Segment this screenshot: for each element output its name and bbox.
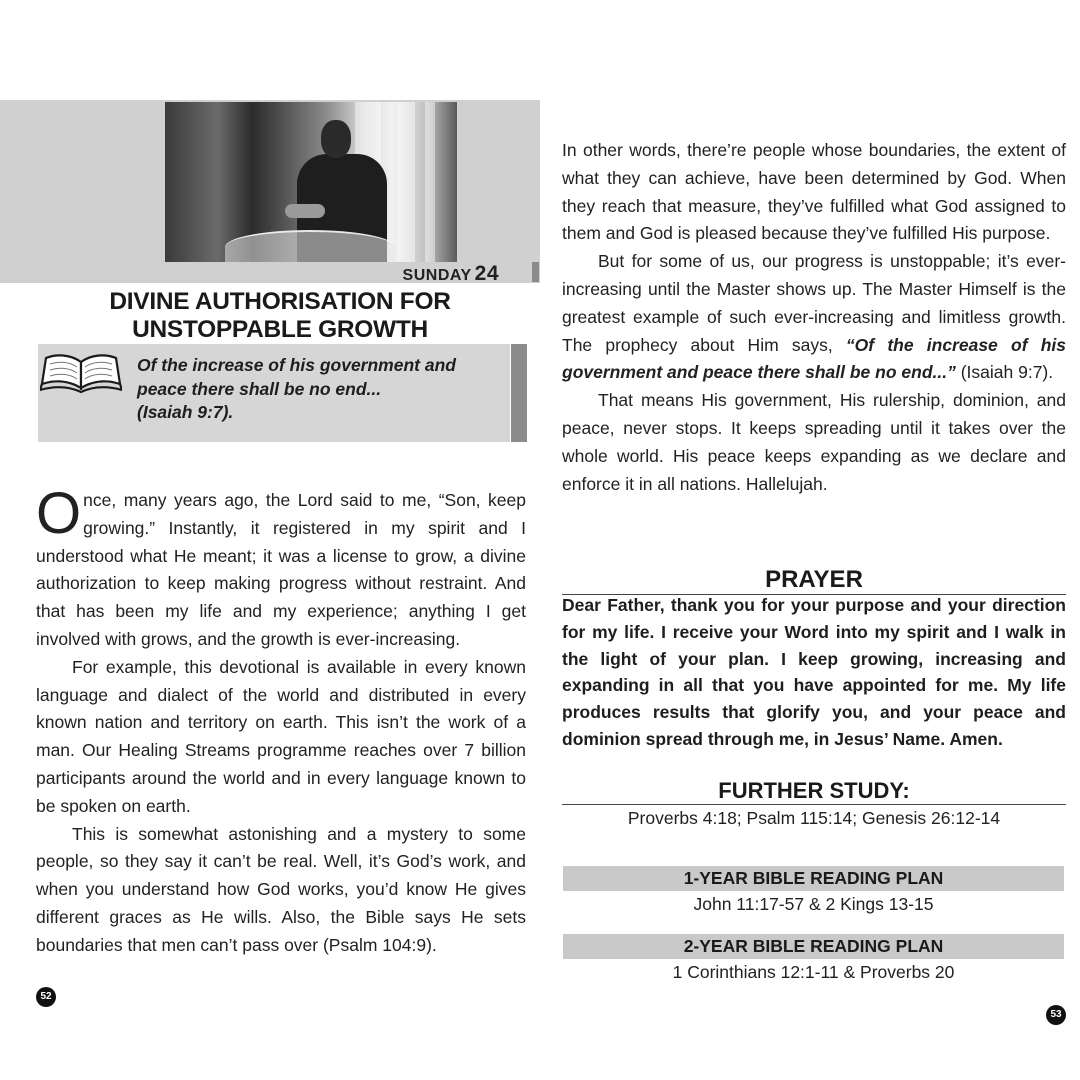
title-line-1: DIVINE AUTHORISATION FOR — [109, 288, 451, 315]
verse-reference: (Isaiah 9:7). — [137, 402, 234, 422]
day-number: 24 — [474, 262, 499, 285]
verse-line-2: peace there shall be no end... — [137, 378, 382, 399]
paragraph-1: nce, many years ago, the Lord said to me, “Son, keep growing.” Instantly, it registered in my spirit and I understood what He meant; it was a license to grow, a divine authorization to keep making progress without restraint. And that has been my life and my experience; anything I get involved with grows, and the growth is ever-increasing. — [36, 490, 526, 649]
right-paragraph-2-quote: “Of the increase of his government and peace there shall be no end...” — [562, 334, 1067, 383]
further-study-heading: FURTHER STUDY: — [562, 778, 1066, 805]
one-year-plan-text: John 11:17-57 & 2 Kings 13-15 — [693, 894, 934, 914]
day-name: SUNDAY — [402, 267, 472, 284]
paragraph-2: For example, this devotional is available in every known language and dialect of the world and distributed in every known nation and territory on earth. This isn’t the work of a man. Our Healing Streams programme reaches over 7 billion participants around the world and in every language known to be spoken on earth. — [36, 656, 526, 816]
devotional-title — [40, 288, 520, 344]
open-bible-icon — [40, 350, 122, 394]
page-number-right: 53 — [1046, 1005, 1066, 1025]
further-study-text: Proverbs 4:18; Psalm 115:14; Genesis 26:12-14 — [627, 808, 1001, 828]
two-year-plan-text: 1 Corinthians 12:1-11 & Proverbs 20 — [672, 962, 955, 982]
title-line-2: UNSTOPPABLE GROWTH — [132, 316, 428, 343]
one-year-plan-heading: 1-YEAR BIBLE READING PLAN — [563, 866, 1064, 891]
left-body-text — [36, 481, 526, 960]
preacher-photo — [165, 102, 457, 262]
day-label — [403, 262, 499, 286]
verse-line-1: Of the increase of his government and — [137, 355, 456, 375]
page-number-left: 52 — [36, 987, 56, 1007]
right-paragraph-1: In other words, there’re people whose boundaries, the extent of what they can achieve, have been determined by God. When they reach that measure, they’ve fulfilled what God assigned to them and God is pleased because they’ve fulfilled His purpose. — [562, 140, 1066, 244]
two-year-plan-heading: 2-YEAR BIBLE READING PLAN — [563, 934, 1064, 959]
right-paragraph-3: That means His government, His rulership, dominion, and peace, never stops. It keeps spreading until it takes over the whole world. His peace keeps expanding as we declare and enforce it in all nations. Hallelujah. — [562, 390, 1066, 494]
right-paragraph-2-start: But for some of us, our progress is unstoppable; it’s ever-increasing until the Master shows up. The Master Himself is the greatest example of such ever-increasing and limitless growth. The prophecy about Him says, — [562, 251, 1066, 355]
right-paragraph-2-ref: (Isaiah 9:7). — [955, 362, 1054, 383]
verse-box-bar — [511, 344, 527, 442]
drop-cap: O — [36, 481, 82, 546]
right-body-text — [562, 137, 1066, 498]
prayer-text: Dear Father, thank you for your purpose and your direction for my life. I receive your Word into my spirit and I walk in the light of your plan. I keep growing, increasing and expanding in all that you have appointed for me. My life produces results that glorify you, and your peace and dominion spread through me, in Jesus’ Name. Amen. — [562, 595, 1066, 749]
verse-text — [137, 354, 509, 425]
right-paragraph-2 — [562, 248, 1066, 387]
prayer-heading: PRAYER — [562, 566, 1066, 595]
paragraph-3: This is somewhat astonishing and a mystery to some people, so they say it can’t be real. Well, it’s God’s work, and when you understand how God works, you’d know He gives different graces as He wills. Also, the Bible says He sets boundaries that men can’t pass over (Psalm 104:9). — [36, 823, 526, 955]
header-tick — [532, 262, 539, 282]
